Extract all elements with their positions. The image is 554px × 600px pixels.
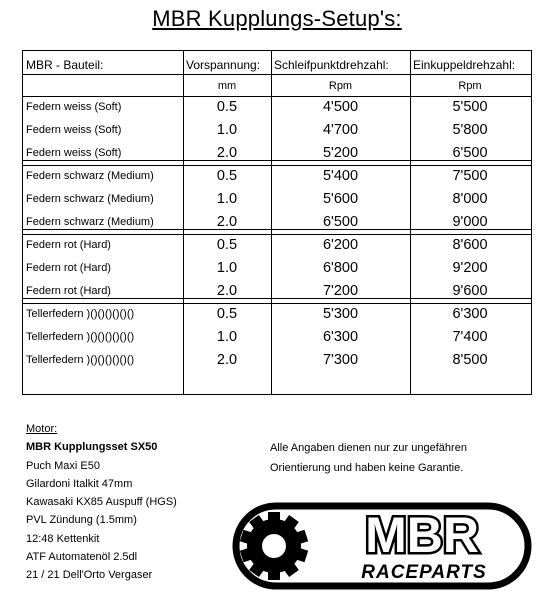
table-cell-value: 9'200 xyxy=(452,260,488,276)
mbr-raceparts-logo xyxy=(232,500,532,590)
logo-mbr-text: MBR xyxy=(365,507,479,563)
table-cell-value: 6'500 xyxy=(322,214,359,230)
motor-spec-list xyxy=(26,420,177,585)
unit-label: mm xyxy=(217,80,237,92)
gear-icon xyxy=(240,512,308,580)
group-divider xyxy=(23,165,531,166)
table-cell-value: 6'300 xyxy=(452,306,488,322)
table-cell-value: 0.5 xyxy=(216,168,238,184)
column-header: Schleifpunktdrehzahl: xyxy=(274,58,389,72)
table-cell-value: 2.0 xyxy=(216,214,238,230)
table-cell-value: 1.0 xyxy=(216,122,238,138)
table-cell-value: 1.0 xyxy=(216,329,238,345)
table-cell-value: 5'800 xyxy=(452,122,488,138)
table-cell-component: Tellerfedern )()()()()()() xyxy=(26,331,135,343)
table-cell-component: Tellerfedern )()()()()()() xyxy=(26,308,135,320)
table-cell-value: 6'200 xyxy=(322,237,359,253)
table-cell-value: 7'200 xyxy=(322,283,359,299)
unit-label: Rpm xyxy=(458,80,482,92)
table-cell-value: 6'500 xyxy=(452,145,488,161)
table-cell-value: 7'300 xyxy=(322,352,359,368)
table-cell-value: 8'500 xyxy=(452,352,488,368)
table-cell-value: 9'600 xyxy=(452,283,488,299)
table-cell-value: 0.5 xyxy=(216,237,238,253)
column-header: MBR - Bauteil: xyxy=(26,58,104,72)
clutch-setup-table xyxy=(22,50,532,395)
table-cell-value: 9'000 xyxy=(452,214,488,230)
unit-label: Rpm xyxy=(328,80,353,92)
table-cell-value: 5'500 xyxy=(452,99,488,115)
disclaimer-line-1: Alle Angaben dienen nur zur ungefähren xyxy=(270,442,467,454)
disclaimer-line-2: Orientierung und haben keine Garantie. xyxy=(270,462,464,474)
table-cell-component: Federn schwarz (Medium) xyxy=(26,170,154,182)
header-divider xyxy=(23,74,531,75)
motor-line: PVL Zündung (1.5mm) xyxy=(26,514,137,527)
table-cell-value: 4'700 xyxy=(322,122,359,138)
table-cell-component: Federn schwarz (Medium) xyxy=(26,193,154,205)
disclaimer-note xyxy=(270,438,467,478)
table-cell-value: 1.0 xyxy=(216,191,238,207)
table-cell-value: 5'400 xyxy=(322,168,359,184)
table-cell-value: 6'800 xyxy=(322,260,359,276)
table-cell-component: Federn rot (Hard) xyxy=(26,239,111,251)
column-header: Einkuppeldrehzahl: xyxy=(413,58,516,72)
table-cell-component: Federn rot (Hard) xyxy=(26,262,111,274)
group-divider xyxy=(23,303,531,304)
table-cell-value: 4'500 xyxy=(322,99,359,115)
table-cell-component: Federn weiss (Soft) xyxy=(26,101,122,113)
table-cell-value: 5'600 xyxy=(322,191,359,207)
page-title: MBR Kupplungs-Setup's: xyxy=(152,6,402,31)
table-cell-value: 6'300 xyxy=(322,329,359,345)
table-cell-value: 5'200 xyxy=(322,145,359,161)
motor-line: Puch Maxi E50 xyxy=(26,459,100,472)
table-cell-value: 1.0 xyxy=(216,260,238,276)
motor-heading: Motor: xyxy=(26,423,58,435)
table-cell-value: 2.0 xyxy=(216,352,238,368)
table-cell-component: Federn weiss (Soft) xyxy=(26,124,122,136)
table-cell-value: 2.0 xyxy=(216,283,238,299)
table-cell-value: 5'300 xyxy=(322,306,359,322)
table-cell-value: 7'400 xyxy=(452,329,488,345)
table-cell-component: Federn schwarz (Medium) xyxy=(26,216,154,228)
motor-line: ATF Automatenöl 2.5dl xyxy=(26,551,138,564)
group-divider xyxy=(23,234,531,235)
motor-line: Kawasaki KX85 Auspuff (HGS) xyxy=(26,496,177,509)
table-cell-component: Federn rot (Hard) xyxy=(26,285,111,297)
table-cell-component: Tellerfedern )()()()()()() xyxy=(26,354,135,366)
column-header: Vorspannung: xyxy=(186,58,261,72)
table-cell-component: Federn weiss (Soft) xyxy=(26,147,122,159)
table-cell-value: 0.5 xyxy=(216,99,238,115)
motor-line: 12:48 Kettenkit xyxy=(26,532,100,545)
table-cell-value: 8'000 xyxy=(452,191,488,207)
table-cell-value: 8'600 xyxy=(452,237,488,253)
table-cell-value: 7'500 xyxy=(452,168,488,184)
motor-bold-line: MBR Kupplungsset SX50 xyxy=(26,441,158,454)
group-divider xyxy=(23,96,531,97)
table-cell-value: 2.0 xyxy=(216,145,238,161)
motor-line: 21 / 21 Dell'Orto Vergaser xyxy=(26,569,153,582)
logo-raceparts-text: RACEPARTS xyxy=(361,562,487,583)
table-cell-value: 0.5 xyxy=(216,306,238,322)
motor-line: Gilardoni Italkit 47mm xyxy=(26,477,133,490)
